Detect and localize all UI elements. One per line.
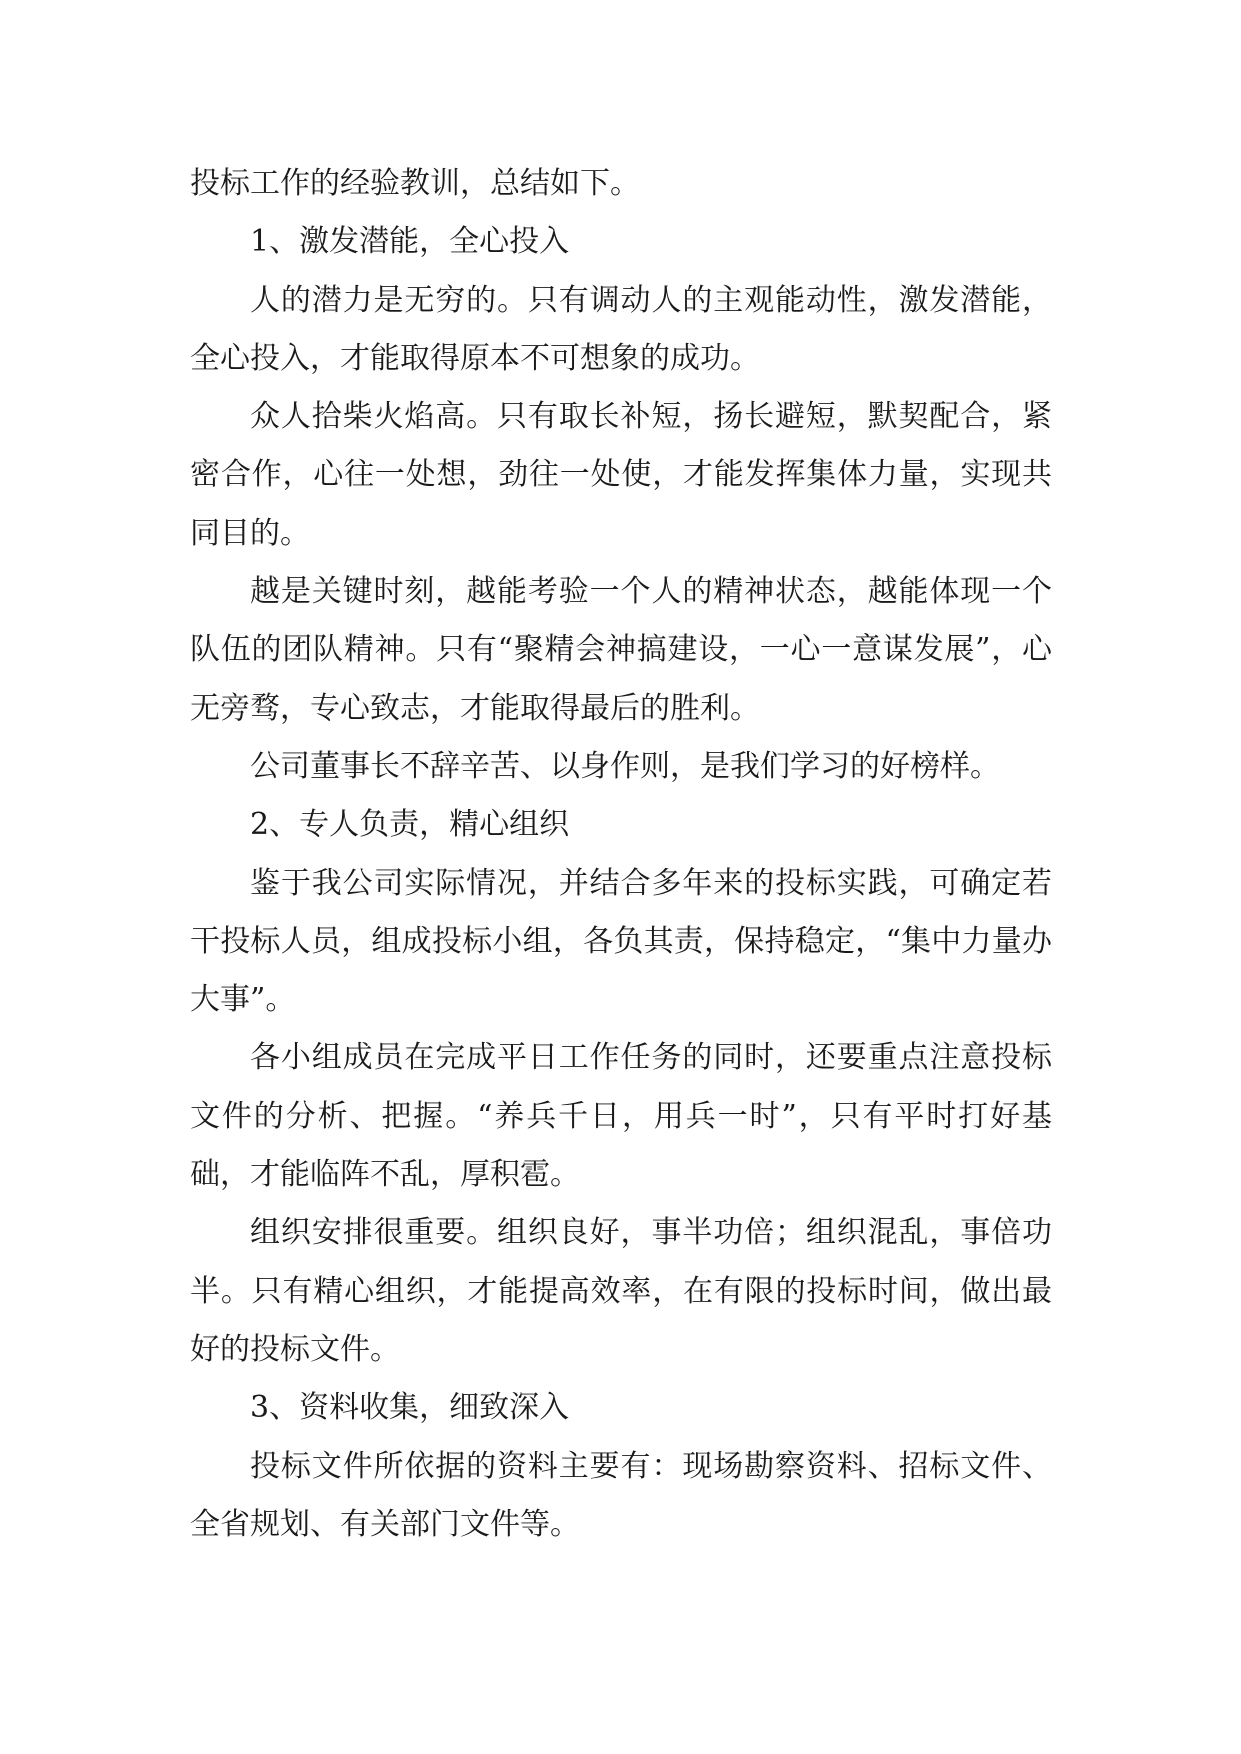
paragraph: 鉴于我公司实际情况，并结合多年来的投标实践，可确定若干投标人员，组成投标小组，各负其责，保持稳定，“集中力量办大事”。 (190, 865, 1052, 1018)
section-heading-3: 3、资料收集，细致深入 (250, 1390, 570, 1426)
paragraph: 众人拾柴火焰高。只有取长补短，扬长避短，默契配合，紧密合作，心往一处想，劲往一处使，才能发挥集体力量，实现共同目的。 (190, 399, 1052, 551)
paragraph: 投标文件所依据的资料主要有：现场勘察资料、招标文件、全省规划、有关部门文件等。 (190, 1448, 1052, 1542)
paragraph: 组织安排很重要。组织良好，事半功倍；组织混乱，事倍功半。只有精心组织，才能提高效率，在有限的投标时间，做出最好的投标文件。 (190, 1215, 1052, 1367)
document-body (190, 155, 1052, 1554)
section-heading-1: 1、激发潜能，全心投入 (250, 224, 570, 260)
paragraph: 各小组成员在完成平日工作任务的同时，还要重点注意投标文件的分析、把握。“养兵千日，用兵一时”，只有平时打好基础，才能临阵不乱，厚积雹。 (190, 1040, 1052, 1193)
paragraph-intro: 投标工作的经验教训，总结如下。 (190, 166, 640, 201)
paragraph: 公司董事长不辞辛苦、以身作则，是我们学习的好榜样。 (250, 748, 1000, 784)
section-heading-2: 2、专人负责，精心组织 (250, 807, 570, 843)
paragraph: 人的潜力是无穷的。只有调动人的主观能动性，激发潜能，全心投入，才能取得原本不可想象的成功。 (190, 282, 1052, 376)
paragraph: 越是关键时刻，越能考验一个人的精神状态，越能体现一个队伍的团队精神。只有“聚精会神搞建设，一心一意谋发展”，心无旁骛，专心致志，才能取得最后的胜利。 (190, 574, 1052, 726)
